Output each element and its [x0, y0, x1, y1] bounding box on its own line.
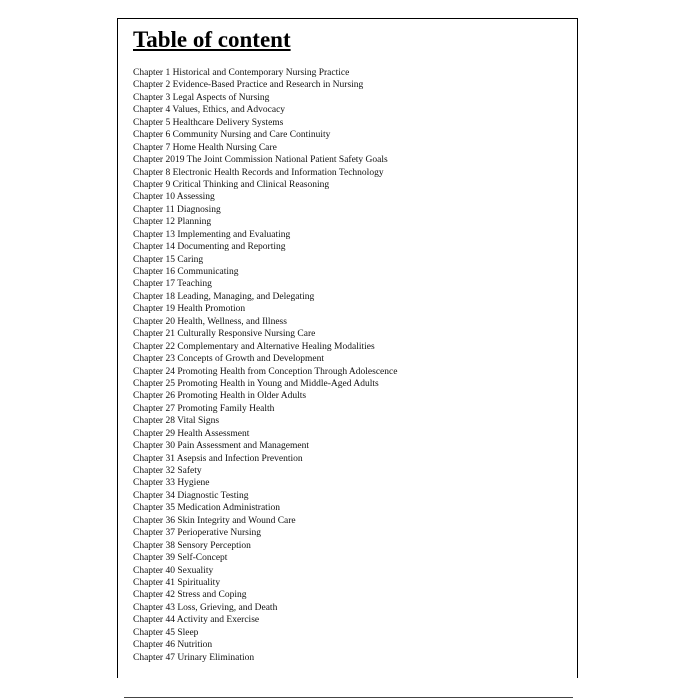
toc-chapter-item: Chapter 44 Activity and Exercise: [133, 615, 260, 626]
toc-chapter-item: Chapter 10 Assessing: [133, 192, 215, 203]
toc-chapter-item: Chapter 5 Healthcare Delivery Systems: [133, 117, 284, 128]
toc-chapter-item: Chapter 4 Values, Ethics, and Advocacy: [133, 105, 286, 116]
toc-chapter-item: Chapter 47 Urinary Elimination: [133, 652, 255, 663]
toc-chapter-item: Chapter 46 Nutrition: [133, 640, 213, 651]
toc-chapter-item: Chapter 15 Caring: [133, 254, 204, 265]
toc-chapter-item: Chapter 33 Hygiene: [133, 478, 210, 489]
document-page: [117, 18, 578, 678]
toc-chapter-item: Chapter 37 Perioperative Nursing: [133, 528, 261, 539]
toc-chapter-item: Chapter 42 Stress and Coping: [133, 590, 247, 601]
toc-chapter-item: Chapter 43 Loss, Grieving, and Death: [133, 602, 278, 613]
toc-chapter-item: Chapter 17 Teaching: [133, 279, 212, 290]
toc-chapter-item: Chapter 12 Planning: [133, 217, 212, 228]
toc-chapter-item: Chapter 45 Sleep: [133, 627, 199, 638]
toc-chapter-item: Chapter 41 Spirituality: [133, 577, 221, 588]
toc-chapter-item: Chapter 6 Community Nursing and Care Continuity: [133, 130, 331, 141]
toc-chapter-item: Chapter 26 Promoting Health in Older Adults: [133, 391, 307, 402]
toc-chapter-item: Chapter 7 Home Health Nursing Care: [133, 142, 277, 153]
toc-chapter-item: Chapter 8 Electronic Health Records and Information Technology: [133, 167, 384, 178]
toc-chapter-item: Chapter 18 Leading, Managing, and Delegating: [133, 291, 315, 302]
toc-chapter-item: Chapter 22 Complementary and Alternative Healing Modalities: [133, 341, 375, 352]
toc-chapter-item: Chapter 25 Promoting Health in Young and Middle-Aged Adults: [133, 378, 379, 389]
toc-chapter-item: Chapter 21 Culturally Responsive Nursing Care: [133, 329, 316, 340]
toc-chapter-item: Chapter 34 Diagnostic Testing: [133, 490, 249, 501]
toc-chapter-item: Chapter 11 Diagnosing: [133, 204, 221, 215]
table-of-contents-list: [133, 67, 397, 664]
toc-chapter-item: Chapter 3 Legal Aspects of Nursing: [133, 92, 270, 103]
toc-chapter-item: Chapter 2 Evidence-Based Practice and Research in Nursing: [133, 80, 364, 91]
toc-chapter-item: Chapter 19 Health Promotion: [133, 304, 246, 315]
toc-chapter-item: Chapter 39 Self-Concept: [133, 553, 228, 564]
toc-chapter-item: Chapter 2019 The Joint Commission National Patient Safety Goals: [133, 155, 388, 166]
toc-chapter-item: Chapter 24 Promoting Health from Conception Through Adolescence: [133, 366, 398, 377]
toc-chapter-item: Chapter 35 Medication Administration: [133, 503, 280, 514]
toc-chapter-item: Chapter 36 Skin Integrity and Wound Care: [133, 515, 296, 526]
page-title: Table of content: [133, 27, 291, 52]
toc-chapter-item: Chapter 27 Promoting Family Health: [133, 403, 275, 414]
toc-chapter-item: Chapter 13 Implementing and Evaluating: [133, 229, 291, 240]
toc-chapter-item: Chapter 20 Health, Wellness, and Illness: [133, 316, 287, 327]
footer-divider: [124, 697, 573, 698]
toc-chapter-item: Chapter 14 Documenting and Reporting: [133, 242, 286, 253]
toc-chapter-item: Chapter 1 Historical and Contemporary Nursing Practice: [133, 68, 350, 78]
toc-chapter-item: Chapter 9 Critical Thinking and Clinical Reasoning: [133, 179, 330, 190]
toc-chapter-item: Chapter 38 Sensory Perception: [133, 540, 251, 551]
toc-chapter-item: Chapter 29 Health Assessment: [133, 428, 250, 439]
toc-chapter-item: Chapter 32 Safety: [133, 466, 202, 476]
toc-chapter-item: Chapter 30 Pain Assessment and Management: [133, 441, 309, 452]
toc-chapter-item: Chapter 28 Vital Signs: [133, 416, 220, 427]
toc-chapter-item: Chapter 23 Concepts of Growth and Development: [133, 354, 325, 365]
toc-chapter-item: Chapter 16 Communicating: [133, 267, 239, 277]
toc-chapter-item: Chapter 40 Sexuality: [133, 565, 214, 576]
toc-chapter-item: Chapter 31 Asepsis and Infection Prevention: [133, 453, 303, 464]
